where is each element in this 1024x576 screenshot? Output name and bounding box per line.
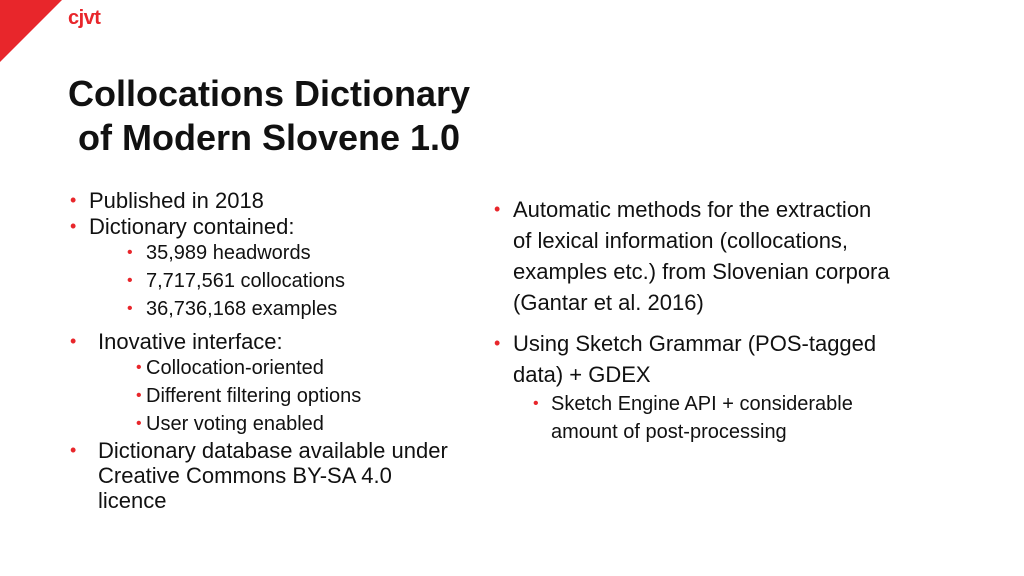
bullet-dictionary-contained-label: Dictionary contained: (89, 214, 295, 239)
bullet-sketch-grammar-label: Using Sketch Grammar (POS-tagged data) + GDEX (513, 331, 877, 387)
bullet-sketch-grammar (492, 328, 892, 446)
bullet-innovative-interface (68, 329, 458, 438)
bullet-innovative-interface-label: Inovative interface: (98, 329, 283, 354)
bullet-database-licence: • Dictionary database available under Creative Commons BY-SA 4.0 licence (68, 438, 458, 513)
sketch-sub-list (513, 390, 892, 446)
sub-bullet-headwords: • 35,989 headwords (89, 239, 458, 267)
bullet-dictionary-contained (68, 214, 458, 323)
sub-bullet-sketch-engine-api: • Sketch Engine API + considerable amount of post-processing (513, 390, 892, 446)
right-bullet-list (492, 194, 892, 446)
slide-title-line-2: of Modern Slovene 1.0 (78, 117, 461, 158)
left-column (68, 188, 458, 513)
sub-bullet-collocations: • 7,717,561 collocations (89, 267, 458, 295)
bullet-automatic-methods: • Automatic methods for the extraction of lexical information (collocations, examples etc.) from Slovenian corpora (Gantar et al. 2016) (492, 194, 892, 318)
right-column (492, 194, 892, 446)
bullet-published: • Published in 2018 (68, 188, 458, 213)
cjvt-logo: cjvt (68, 7, 101, 29)
contained-sub-list (89, 239, 458, 323)
slide-title-line-1: Collocations Dictionary (68, 73, 471, 114)
sub-bullet-user-voting: • User voting enabled (98, 410, 458, 438)
interface-sub-list (98, 354, 458, 438)
corner-accent-shape (0, 0, 62, 62)
sub-bullet-collocation-oriented: • Collocation-oriented (98, 354, 458, 382)
sub-bullet-examples: • 36,736,168 examples (89, 295, 458, 323)
left-bullet-list (68, 188, 458, 513)
sub-bullet-filtering-options: • Different filtering options (98, 382, 458, 410)
slide-title (68, 72, 470, 160)
